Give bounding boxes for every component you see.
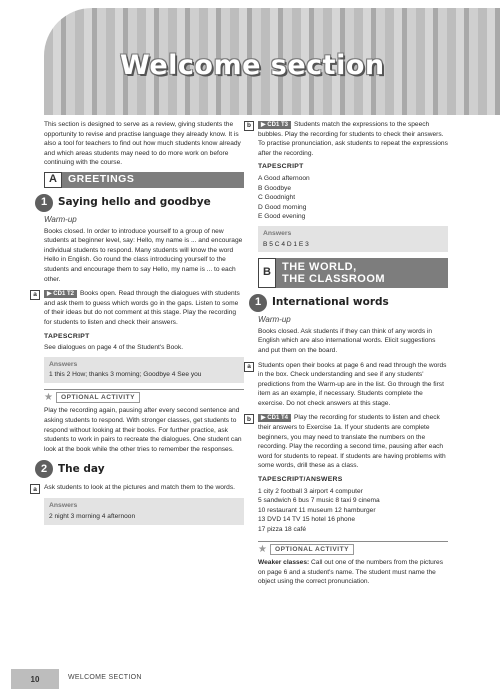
tapescript-line: C Goodnight bbox=[258, 194, 296, 202]
optional-activity-text bbox=[258, 558, 448, 587]
step-tag: a bbox=[244, 362, 254, 372]
warmup-text: Books closed. In order to introduce yourself to a group of new students at beginner level, say: Hello, my name is ... and encourage individual students to respond. Many students will know the word Hello in English. Go round the class introducing yourself to the students and encourage them to say Hello, my name is ... to each other. bbox=[44, 227, 243, 283]
answers-label: Answers bbox=[49, 360, 78, 368]
section-a-title: GREETINGS bbox=[62, 172, 244, 188]
tapescript-line: 1 city 2 football 3 airport 4 computer bbox=[258, 487, 363, 495]
cd-track-badge: ▶ CD1 T3 bbox=[258, 121, 291, 129]
section-b-header bbox=[258, 258, 448, 288]
answers-text: B 5 C 4 D 1 E 3 bbox=[263, 240, 309, 248]
section-b-title bbox=[276, 258, 448, 288]
tapescript-label: TAPESCRIPT bbox=[258, 163, 304, 171]
section-a-letter: A bbox=[44, 172, 62, 188]
step-b bbox=[247, 413, 448, 471]
star-icon: ★ bbox=[258, 543, 267, 555]
step-body bbox=[258, 413, 448, 471]
activity-title: Saying hello and goodbye bbox=[58, 196, 211, 209]
step-text: Play the recording for students to listen and check their answers to Exercise 1a. If your students are complete beginners, you may need to translate the numbers on the recording. Play the recording a second time, pausing after each word for students to repeat. If students are having problems with some words, drill these as a class. bbox=[258, 414, 446, 470]
step-b bbox=[247, 120, 448, 158]
step-tag: a bbox=[30, 290, 40, 300]
activity-number-badge: 2 bbox=[35, 460, 53, 478]
page-title: Welcome section bbox=[120, 50, 385, 81]
optional-activity-label: OPTIONAL ACTIVITY bbox=[56, 392, 140, 404]
answers-text: 2 night 3 morning 4 afternoon bbox=[49, 513, 136, 521]
tapescript-line: D Good morning bbox=[258, 203, 307, 211]
cd-track-label: CD1 T3 bbox=[267, 122, 288, 128]
activity-number-badge: 1 bbox=[249, 294, 267, 312]
step-text: Students match the expressions to the speech bubbles. Play the recording for students to check their answers. To practise pronunciation, ask students to repeat the expressions after the recording. bbox=[258, 121, 448, 157]
step-text: Ask students to look at the pictures and match them to the words. bbox=[44, 484, 235, 492]
tapescript-label: TAPESCRIPT/ANSWERS bbox=[258, 476, 343, 484]
step-text: Students open their books at page 6 and read through the words in the box. Check understanding and see if any students' predictions from the Warm-up are in the list. Go through the first item as an example, if necessary. Students complete the exercise. Do not check answers at this stage. bbox=[258, 361, 447, 407]
step-tag: b bbox=[244, 414, 254, 424]
intro-paragraph: This section is designed to serve as a review, giving students the opportunity to revise and practise language they already know. It is also a tool for teachers to find out how much students know already and which areas students may need to do more work on before continuing with the course. bbox=[44, 121, 241, 167]
warmup-label: Warm-up bbox=[44, 214, 77, 224]
step-body bbox=[258, 120, 448, 158]
activity-heading bbox=[40, 194, 244, 212]
cd-track-badge: ▶ CD1 T4 bbox=[258, 414, 291, 422]
step-tag: a bbox=[30, 484, 40, 494]
step-a bbox=[247, 361, 448, 409]
activity-heading bbox=[40, 460, 244, 478]
tapescript-line: 17 pizza 18 café bbox=[258, 526, 307, 533]
page-number: 10 bbox=[11, 669, 59, 689]
right-column bbox=[247, 120, 448, 591]
tapescript-line: 5 sandwich 6 bus 7 music 8 taxi 9 cinema bbox=[258, 497, 380, 505]
activity-heading bbox=[254, 294, 448, 312]
tapescript-line: B Goodbye bbox=[258, 184, 291, 192]
footer-section-label: WELCOME SECTION bbox=[68, 674, 142, 681]
tapescript-line: E Good evening bbox=[258, 213, 306, 221]
optional-activity-header bbox=[44, 389, 244, 404]
warmup-text: Books closed. Ask students if they can think of any words in English which are also international words. Elicit suggestions and put them on the board. bbox=[258, 327, 436, 354]
section-a-header bbox=[44, 172, 244, 188]
optional-activity-lead: Weaker classes: bbox=[258, 559, 310, 567]
activity-title: International words bbox=[272, 296, 389, 309]
step-body bbox=[44, 289, 244, 327]
step-tag: b bbox=[244, 121, 254, 131]
step-a bbox=[33, 483, 244, 494]
answers-box bbox=[44, 498, 244, 524]
activity-title: The day bbox=[58, 462, 105, 475]
optional-activity-header bbox=[258, 541, 448, 556]
star-icon: ★ bbox=[44, 391, 53, 403]
step-text: Books open. Read through the dialogues with students and ask them to guess which words go in the gaps. Listen to some of their ideas but do not comment at this stage. Play the recording for students to listen and check their answers. bbox=[44, 290, 240, 326]
section-b-title-line2: THE CLASSROOM bbox=[282, 273, 386, 286]
cd-track-badge: ▶ CD1 T2 bbox=[44, 290, 77, 298]
warmup-label: Warm-up bbox=[258, 315, 291, 325]
section-b-title-line1: THE WORLD, bbox=[282, 261, 357, 274]
answers-box bbox=[44, 357, 244, 383]
optional-activity-text: Play the recording again, pausing after every second sentence and asking students to respond. With stronger classes, get students to respond without looking at their books. For further practice, ask students to work in pairs to recreate the dialogues. One student can look at the book while the other tries to remember the responses. bbox=[44, 407, 242, 453]
tapescript-line: A Good afternoon bbox=[258, 174, 310, 182]
section-b-letter: B bbox=[258, 258, 276, 288]
step-a bbox=[33, 289, 244, 327]
answers-text: 1 this 2 How; thanks 3 morning; Goodbye 4 See you bbox=[49, 371, 202, 379]
answers-label: Answers bbox=[49, 502, 78, 510]
optional-activity-label: OPTIONAL ACTIVITY bbox=[270, 544, 354, 556]
answers-label: Answers bbox=[263, 229, 292, 237]
tapescript-label: TAPESCRIPT bbox=[44, 332, 90, 340]
optional-activity-body: Call out one of the numbers from the pictures on page 6 and a student's name. The student must name the object using the correct pronunciation. bbox=[258, 559, 443, 586]
cd-track-label: CD1 T4 bbox=[267, 415, 288, 422]
tapescript-line: 13 DVD 14 TV 15 hotel 16 phone bbox=[258, 516, 356, 524]
tapescript-line: 10 restaurant 11 museum 12 hamburger bbox=[258, 506, 376, 514]
activity-number-badge: 1 bbox=[35, 194, 53, 212]
cd-track-label: CD1 T2 bbox=[53, 291, 74, 298]
tapescript-text: See dialogues on page 4 of the Student's Book. bbox=[44, 344, 184, 352]
answers-box bbox=[258, 226, 448, 252]
left-column bbox=[33, 120, 244, 531]
